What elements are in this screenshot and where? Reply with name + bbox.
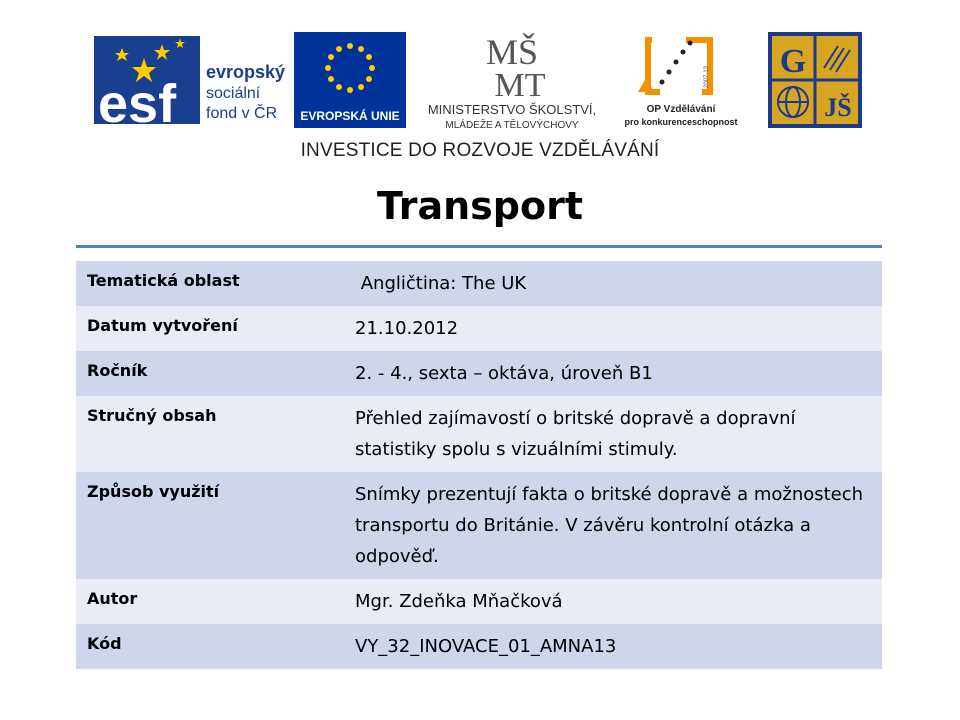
- info-table: [76, 261, 882, 669]
- table-row: [76, 472, 882, 579]
- row-value: Snímky prezentují fakta o britské dopravě a možnostech transportu do Británie. V závěru kontrolní otázka a odpověď.: [355, 484, 864, 567]
- table-row: [76, 261, 882, 306]
- table-row: [76, 624, 882, 669]
- table-row: [76, 579, 882, 624]
- esf-mark: esf: [98, 74, 177, 128]
- table-row: [76, 351, 882, 396]
- title-divider: [76, 245, 882, 248]
- row-value: 2. - 4., sexta – oktáva, úroveň B1: [355, 363, 653, 384]
- row-value: 21.10.2012: [355, 318, 459, 339]
- msmt-mark-top: MŠ: [485, 32, 539, 72]
- eu-logo: [294, 32, 406, 128]
- row-key: Autor: [87, 589, 138, 608]
- op-dots: [660, 41, 693, 85]
- row-value: Mgr. Zdeňka Mňačková: [355, 591, 563, 612]
- table-row: [76, 396, 882, 472]
- row-key: Ročník: [87, 361, 148, 380]
- row-value: Přehled zajímavostí o britské dopravě a dopravní statistiky spolu s vizuálními stimuly.: [355, 408, 796, 460]
- row-key: Tematická oblast: [87, 271, 240, 290]
- msmt-line1: MINISTERSTVO ŠKOLSTVÍ,: [427, 102, 597, 117]
- investment-slogan: INVESTICE DO ROZVOJE VZDĚLÁVÁNÍ: [300, 140, 660, 161]
- op-line1: OP Vzdělávání: [646, 104, 716, 115]
- row-key: Způsob využití: [87, 482, 220, 501]
- op-bracket-left: [648, 40, 660, 92]
- gjs-top-letter: G: [779, 43, 807, 80]
- row-key: Datum vytvoření: [87, 316, 238, 335]
- msmt-line2: MLÁDEŽE A TĚLOVÝCHOVY: [445, 120, 579, 131]
- row-key: Kód: [87, 634, 122, 653]
- row-value: VY_32_INOVACE_01_AMNA13: [355, 636, 617, 657]
- esf-line2: sociální: [206, 85, 261, 102]
- op-year: 2007-13: [704, 65, 710, 88]
- op-line2: pro konkurenceschopnost: [624, 117, 738, 127]
- esf-line1: evropský: [206, 62, 286, 82]
- esf-logo: [92, 32, 288, 128]
- table-row: [76, 306, 882, 351]
- gjs-school-logo: [768, 32, 862, 128]
- row-key: Stručný obsah: [87, 406, 217, 425]
- msmt-mark-bottom: MT: [494, 67, 546, 104]
- msmt-logo: [412, 30, 612, 132]
- gjs-bottom-letters: JŠ: [824, 93, 852, 122]
- op-vzdelavani-logo: [616, 30, 746, 130]
- eu-caption: EVROPSKÁ UNIE: [300, 109, 400, 123]
- esf-line3: fond v ČR: [206, 105, 278, 122]
- row-value: Angličtina: The UK: [355, 273, 527, 294]
- op-arrow-icon: [638, 78, 654, 92]
- page-title: Transport: [376, 184, 583, 228]
